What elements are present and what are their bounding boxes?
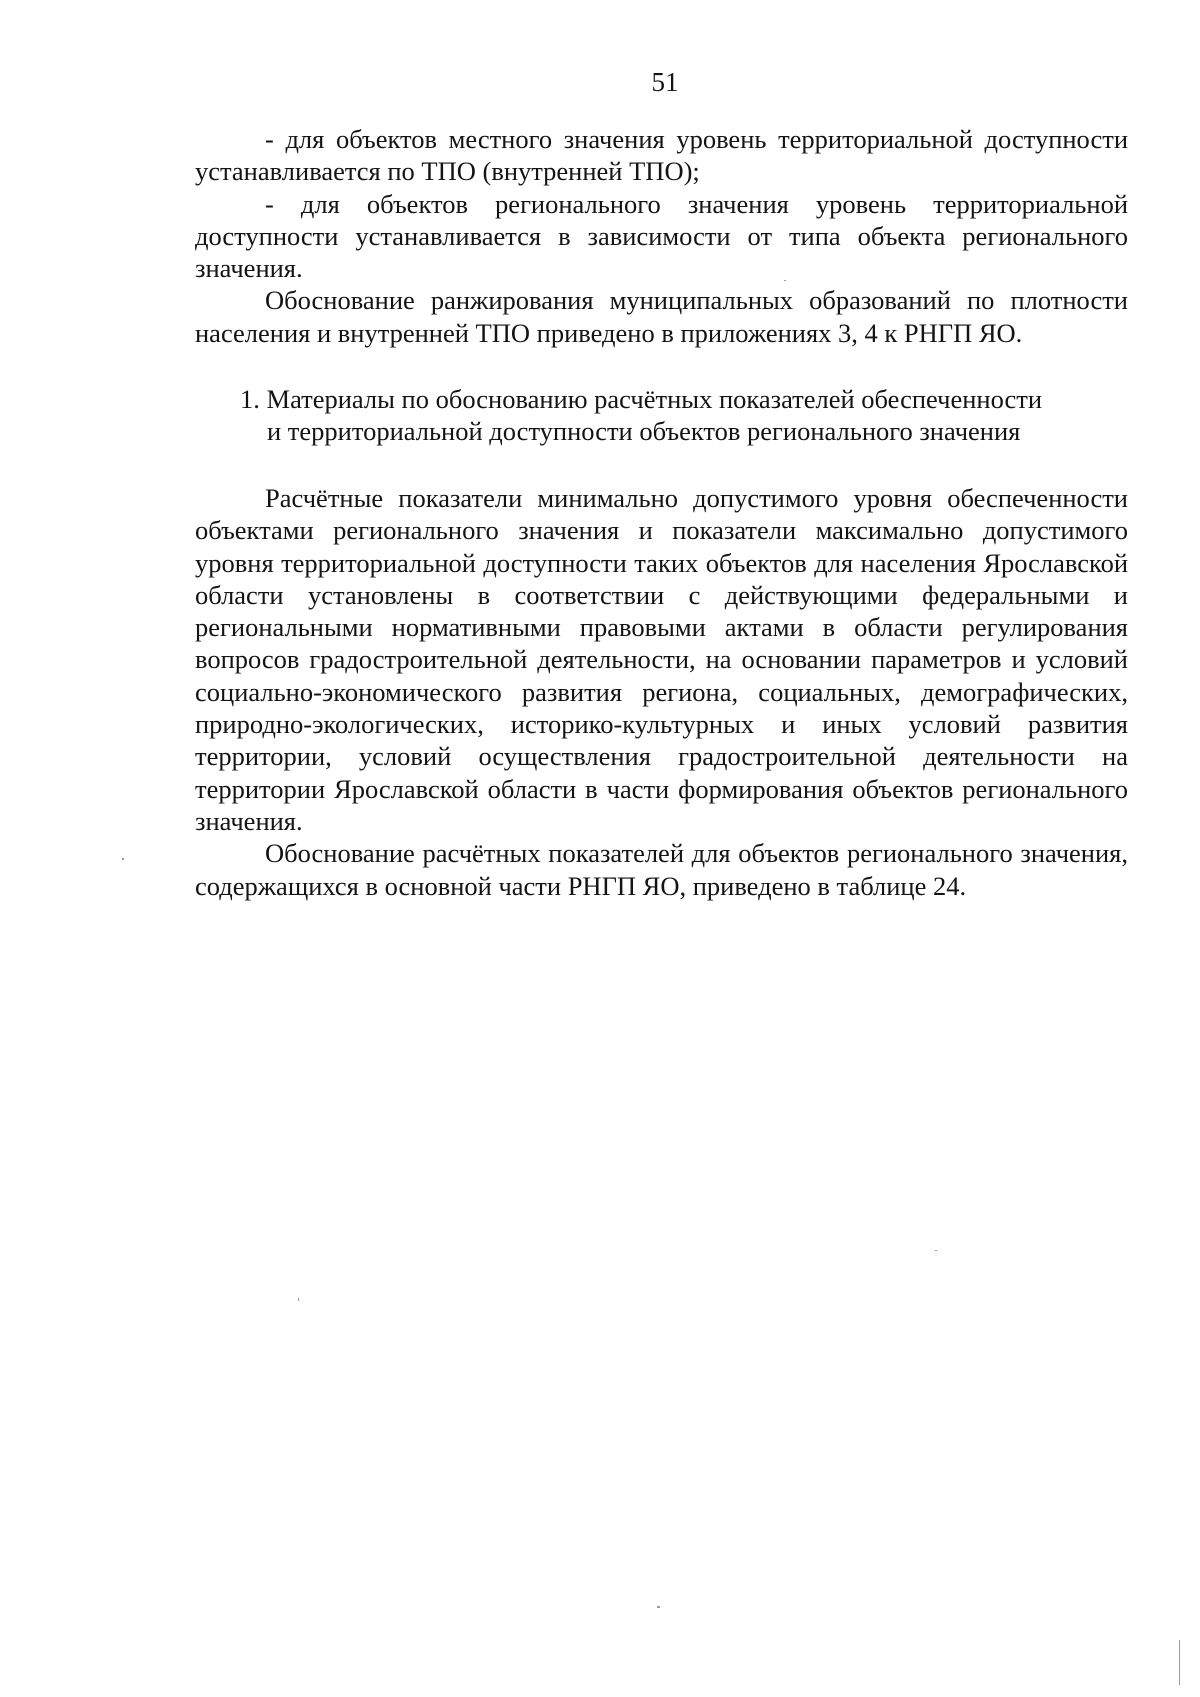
intro-text-block <box>195 123 1128 349</box>
scan-speck <box>784 280 786 281</box>
paragraph-ranking-rationale: Обоснование ранжирования муниципальных образований по плотности населения и внутренней ТПО приведено в приложениях 3, 4 к РНГП ЯО. <box>195 285 1128 348</box>
section-body-text-block <box>195 482 1128 902</box>
paragraph-local-objects: - для объектов местного значения уровень территориальной доступности устанавливается по ТПО (внутренней ТПО); <box>195 124 1128 187</box>
scan-speck <box>298 1298 299 1301</box>
page-number: 51 <box>651 67 679 97</box>
scan-speck <box>657 1606 660 1608</box>
section-heading-line-1: 1. Материалы по обоснованию расчётных показателей обеспеченности <box>240 384 1043 414</box>
scan-speck <box>935 1250 937 1251</box>
section-heading <box>240 383 1140 448</box>
scan-speck <box>122 858 124 860</box>
paragraph-table-reference: Обоснование расчётных показателей для объектов регионального значения, содержащихся в основной части РНГП ЯО, приведено в таблице 24. <box>195 838 1128 901</box>
section-heading-line-2: и территориальной доступности объектов регионального значения <box>267 416 1021 447</box>
scan-speck <box>1179 1640 1180 1685</box>
paragraph-indicators: Расчётные показатели минимально допустимого уровня обеспеченности объектами регионального значения и показатели максимально допустимого уровня территориальной доступности таких объектов для населения Ярославской области установлены в соответствии с действующими федеральными и региональными нормативными правовыми актами в области регулирования вопросов градостроительной деятельности, на основании параметров и условий социально-экономического развития региона, социальных, демографических, природно-экологических, историко-культурных и иных условий развития территории, условий осуществления градостроительной деятельности на территории Ярославской области в части формирования объектов регионального значения. <box>195 483 1128 836</box>
paragraph-regional-objects: - для объектов регионального значения уровень территориальной доступности устанавливается в зависимости от типа объекта регионального значения. <box>195 188 1128 284</box>
